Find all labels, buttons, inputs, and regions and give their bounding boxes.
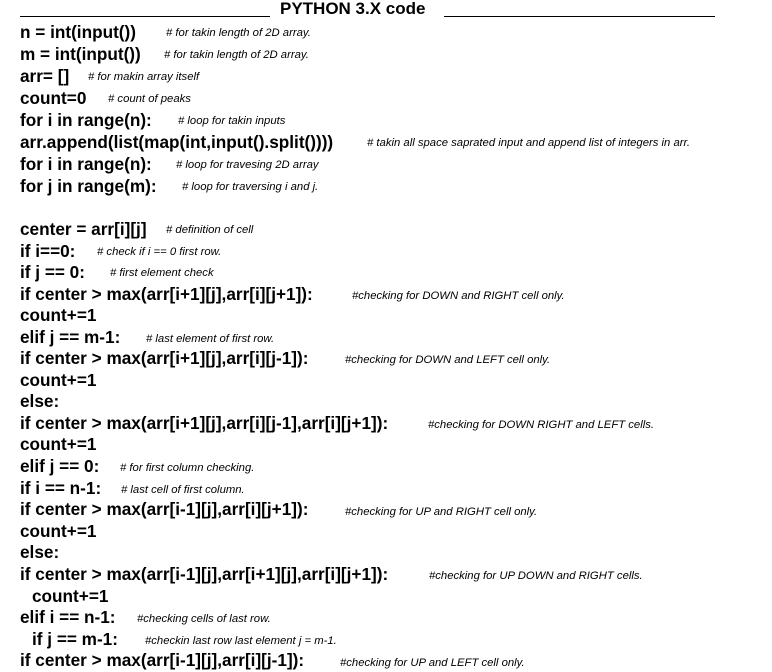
code-line: if i==0: [20,241,76,261]
code-line: arr.append(list(map(int,input().split()))) [20,132,334,152]
code-line: if i == n-1: [20,478,102,498]
code-comment: # count of peaks [108,93,191,105]
code-line: count=0 [20,88,87,108]
code-line: count+=1 [20,434,97,454]
code-line: for i in range(n): [20,154,152,174]
code-line: if center > max(arr[i+1][j],arr[i][j+1]): [20,284,313,304]
code-line: elif j == 0: [20,456,100,476]
code-comment: #checking for DOWN and LEFT cell only. [345,354,551,366]
code-line: count+=1 [20,370,97,390]
code-comment: # check if i == 0 first row. [97,246,222,258]
code-comment: # loop for travesing 2D array [176,159,319,171]
code-comment: # for first column checking. [120,462,255,474]
code-comment: #checking for UP and RIGHT cell only. [345,506,538,518]
header-rule-left [20,16,270,17]
code-line: else: [20,391,60,411]
code-comment: #checkin last row last element j = m-1. [145,635,337,647]
code-line: if center > max(arr[i-1][j],arr[i][j-1]): [20,650,305,670]
code-comment: #checking for DOWN RIGHT and LEFT cells. [428,419,654,431]
code-comment: #checking for DOWN and RIGHT cell only. [352,290,565,302]
code-line: n = int(input()) [20,22,136,42]
header-rule-right [444,16,715,17]
code-line: elif i == n-1: [20,607,116,627]
code-comment: # last cell of first column. [121,484,245,496]
code-line: arr= [] [20,66,70,86]
code-line: if center > max(arr[i+1][j],arr[i][j-1]): [20,348,309,368]
code-line: m = int(input()) [20,44,141,64]
code-line: count+=1 [32,586,109,606]
code-line: for j in range(m): [20,176,157,196]
code-comment: # for makin array itself [88,71,200,83]
code-comment: # for takin length of 2D array. [164,49,309,61]
code-line: for i in range(n): [20,110,152,130]
code-comment: # for takin length of 2D array. [166,27,311,39]
code-comment: # loop for traversing i and j. [182,181,319,193]
code-comment: # last element of first row. [146,333,275,345]
code-comment: # definition of cell [166,224,254,236]
code-line: center = arr[i][j] [20,219,147,239]
code-comment: #checking for UP and LEFT cell only. [340,657,525,669]
code-line: if center > max(arr[i-1][j],arr[i][j+1]): [20,499,309,519]
page-title: PYTHON 3.X code [280,0,426,18]
code-line: count+=1 [20,305,97,325]
code-line: if center > max(arr[i+1][j],arr[i][j-1],arr[i][j+1]): [20,413,389,433]
code-comment: # takin all space saprated input and append list of integers in arr. [367,137,690,149]
code-line: count+=1 [20,521,97,541]
code-line: if j == 0: [20,262,85,282]
code-line: elif j == m-1: [20,327,121,347]
code-comment: #checking cells of last row. [137,613,271,625]
code-comment: # first element check [110,267,214,279]
code-comment: # loop for takin inputs [178,115,286,127]
code-line: if j == m-1: [32,629,118,649]
code-line: else: [20,542,60,562]
code-comment: #checking for UP DOWN and RIGHT cells. [429,570,643,582]
code-line: if center > max(arr[i-1][j],arr[i+1][j],arr[i][j+1]): [20,564,389,584]
